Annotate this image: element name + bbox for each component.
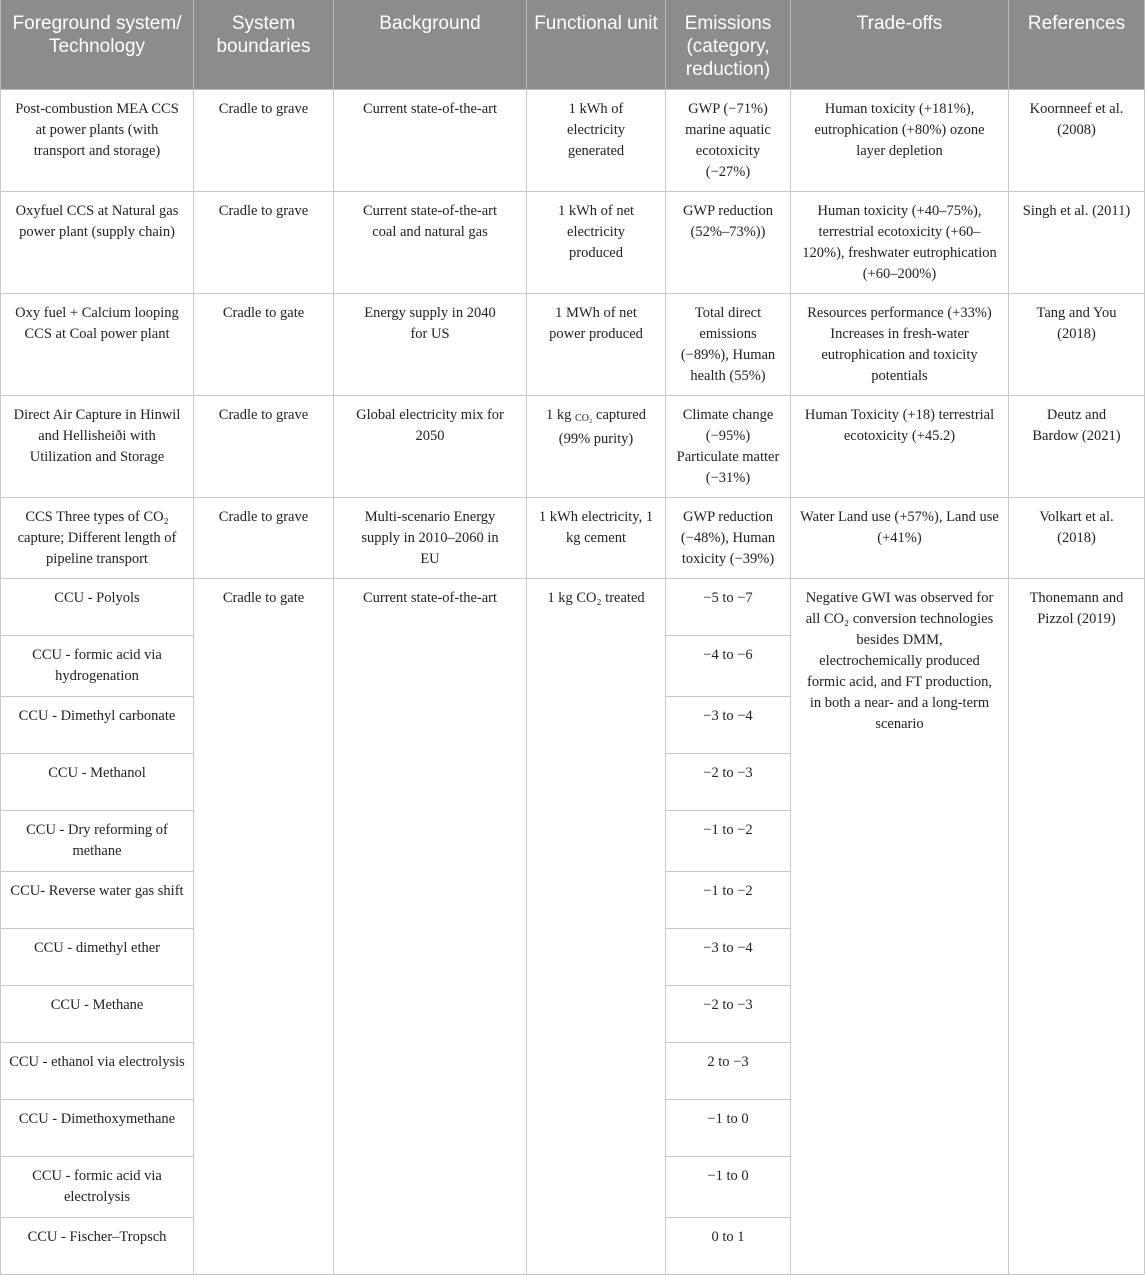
cell-system-boundary: Cradle to grave bbox=[194, 90, 334, 192]
table-row-ccu bbox=[1, 579, 1145, 636]
cell-emissions: Total direct emissions (−89%), Human health (55%) bbox=[666, 294, 791, 396]
cell-system-boundary: Cradle to gate bbox=[194, 294, 334, 396]
cell-technology: CCU - formic acid via hydrogenation bbox=[1, 636, 194, 697]
header-technology: Foreground system/ Technology bbox=[1, 0, 194, 90]
unit-prefix: 1 kg bbox=[546, 407, 576, 423]
header-references: References bbox=[1009, 0, 1145, 90]
header-trade-offs: Trade-offs bbox=[791, 0, 1009, 90]
cell-technology: CCU - dimethyl ether bbox=[1, 929, 194, 986]
header-functional-unit: Functional unit bbox=[527, 0, 666, 90]
cell-emissions: −4 to −6 bbox=[666, 636, 791, 697]
cell-technology: CCU - Dimethoxymethane bbox=[1, 1100, 194, 1157]
cell-emissions: GWP reduction (−48%), Human toxicity (−39%) bbox=[666, 498, 791, 579]
table-row bbox=[1, 396, 1145, 498]
cell-system-boundary: Cradle to gate bbox=[194, 579, 334, 1275]
cell-reference: Thonemann and Pizzol (2019) bbox=[1009, 579, 1145, 1275]
unit-subscript: CO₂ bbox=[575, 413, 593, 424]
unit-suffix: captured (99% purity) bbox=[558, 407, 646, 447]
cell-background: Current state-of-the-art coal and natural gas bbox=[334, 192, 527, 294]
cell-emissions: −3 to −4 bbox=[666, 929, 791, 986]
cell-functional-unit: 1 kWh of net electricity produced bbox=[527, 192, 666, 294]
header-system-boundaries: System boundaries bbox=[194, 0, 334, 90]
cell-reference: Singh et al. (2011) bbox=[1009, 192, 1145, 294]
cell-emissions: GWP reduction (52%–73%)) bbox=[666, 192, 791, 294]
cell-system-boundary: Cradle to grave bbox=[194, 498, 334, 579]
cell-technology: Oxyfuel CCS at Natural gas power plant (supply chain) bbox=[1, 192, 194, 294]
cell-emissions: −1 to 0 bbox=[666, 1100, 791, 1157]
cell-technology: Post-combustion MEA CCS at power plants (with transport and storage) bbox=[1, 90, 194, 192]
header-emissions: Emissions (category, reduction) bbox=[666, 0, 791, 90]
cell-reference: Volkart et al. (2018) bbox=[1009, 498, 1145, 579]
cell-technology: CCU - formic acid via electrolysis bbox=[1, 1157, 194, 1218]
cell-emissions: −1 to 0 bbox=[666, 1157, 791, 1218]
cell-emissions: −1 to −2 bbox=[666, 872, 791, 929]
cell-technology: CCU - Dry reforming of methane bbox=[1, 811, 194, 872]
cell-functional-unit: 1 kWh of electricity generated bbox=[527, 90, 666, 192]
cell-functional-unit: 1 kg CO₂ treated bbox=[527, 579, 666, 1275]
cell-emissions: 2 to −3 bbox=[666, 1043, 791, 1100]
cell-system-boundary: Cradle to grave bbox=[194, 396, 334, 498]
cell-emissions: −2 to −3 bbox=[666, 754, 791, 811]
cell-technology: CCU - Polyols bbox=[1, 579, 194, 636]
table-row bbox=[1, 498, 1145, 579]
cell-functional-unit: 1 kWh electricity, 1 kg cement bbox=[527, 498, 666, 579]
table-row bbox=[1, 294, 1145, 396]
cell-technology: CCU- Reverse water gas shift bbox=[1, 872, 194, 929]
cell-emissions: −5 to −7 bbox=[666, 579, 791, 636]
cell-background: Global electricity mix for 2050 bbox=[334, 396, 527, 498]
cell-technology: Oxy fuel + Calcium looping CCS at Coal power plant bbox=[1, 294, 194, 396]
cell-technology: CCU - Methane bbox=[1, 986, 194, 1043]
cell-emissions: Climate change (−95%) Particulate matter (−31%) bbox=[666, 396, 791, 498]
cell-reference: Tang and You (2018) bbox=[1009, 294, 1145, 396]
cell-trade-offs: Resources performance (+33%) Increases in fresh-water eutrophication and toxicity potentials bbox=[791, 294, 1009, 396]
cell-technology: CCU - ethanol via electrolysis bbox=[1, 1043, 194, 1100]
cell-emissions: GWP (−71%) marine aquatic ecotoxicity (−27%) bbox=[666, 90, 791, 192]
cell-background: Current state-of-the-art bbox=[334, 579, 527, 1275]
cell-trade-offs: Human toxicity (+181%), eutrophication (+80%) ozone layer depletion bbox=[791, 90, 1009, 192]
header-row bbox=[1, 0, 1145, 90]
cell-technology: CCU - Dimethyl carbonate bbox=[1, 697, 194, 754]
header-background: Background bbox=[334, 0, 527, 90]
cell-emissions: −1 to −2 bbox=[666, 811, 791, 872]
table-row bbox=[1, 90, 1145, 192]
cell-reference: Deutz and Bardow (2021) bbox=[1009, 396, 1145, 498]
table-row bbox=[1, 192, 1145, 294]
cell-emissions: −3 to −4 bbox=[666, 697, 791, 754]
cell-background: Energy supply in 2040 for US bbox=[334, 294, 527, 396]
cell-background: Multi-scenario Energy supply in 2010–2060 in EU bbox=[334, 498, 527, 579]
cell-trade-offs: Human Toxicity (+18) terrestrial ecotoxicity (+45.2) bbox=[791, 396, 1009, 498]
cell-background: Current state-of-the-art bbox=[334, 90, 527, 192]
cell-functional-unit: 1 MWh of net power produced bbox=[527, 294, 666, 396]
cell-reference: Koornneef et al. (2008) bbox=[1009, 90, 1145, 192]
cell-trade-offs: Negative GWI was observed for all CO₂ conversion technologies besides DMM, electrochemically produced formic acid, and FT production, in both a near- and a long-term scenario bbox=[791, 579, 1009, 1275]
cell-trade-offs: Human toxicity (+40–75%), terrestrial ecotoxicity (+60–120%), freshwater eutrophication (+60–200%) bbox=[791, 192, 1009, 294]
cell-system-boundary: Cradle to grave bbox=[194, 192, 334, 294]
cell-functional-unit bbox=[527, 396, 666, 498]
cell-emissions: 0 to 1 bbox=[666, 1218, 791, 1275]
cell-technology: Direct Air Capture in Hinwil and Hellisheiði with Utilization and Storage bbox=[1, 396, 194, 498]
cell-technology: CCS Three types of CO₂ capture; Different length of pipeline transport bbox=[1, 498, 194, 579]
cell-emissions: −2 to −3 bbox=[666, 986, 791, 1043]
cell-technology: CCU - Methanol bbox=[1, 754, 194, 811]
cell-technology: CCU - Fischer–Tropsch bbox=[1, 1218, 194, 1275]
cell-trade-offs: Water Land use (+57%), Land use (+41%) bbox=[791, 498, 1009, 579]
